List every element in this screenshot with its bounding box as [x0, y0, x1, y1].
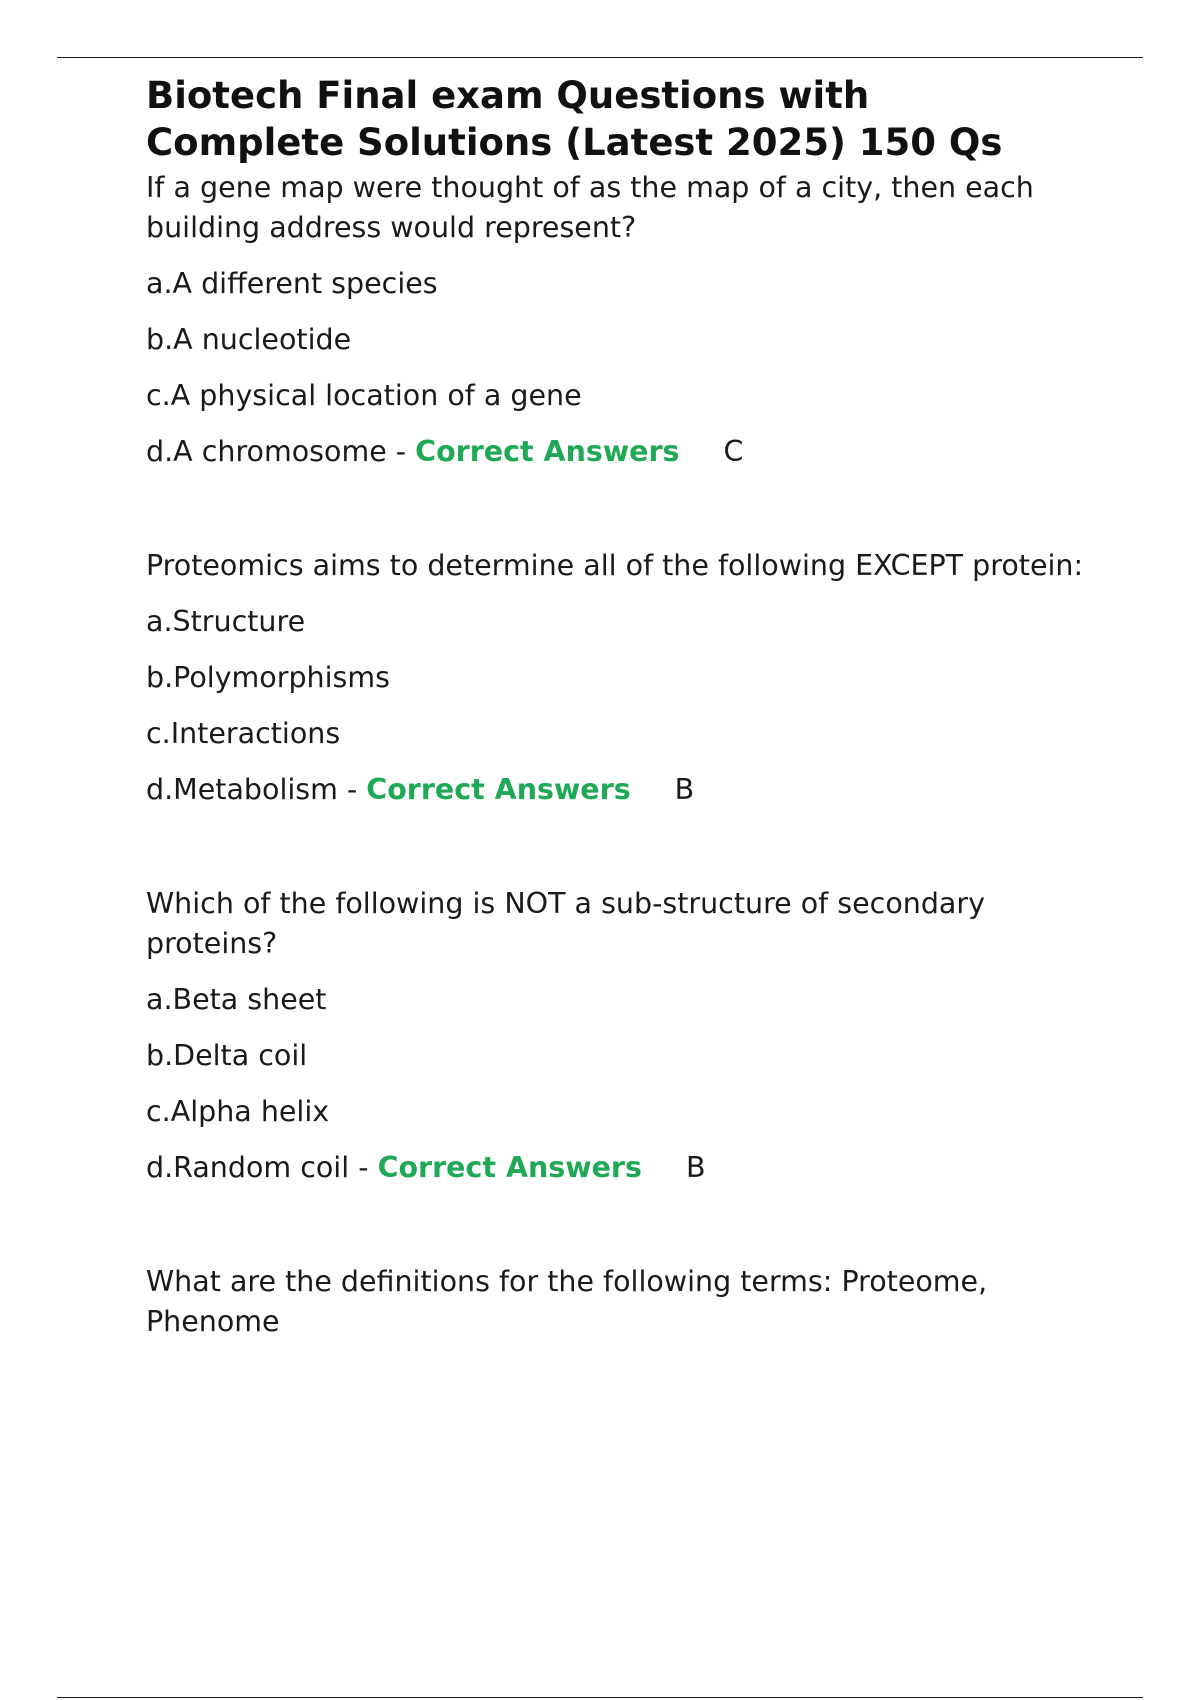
option-c: c.A physical location of a gene: [146, 379, 582, 412]
question-block-1: [146, 168, 1106, 472]
option-c: c.Alpha helix: [146, 1095, 330, 1128]
question-prompt: Which of the following is NOT a sub-structure of secondary proteins?: [146, 887, 985, 960]
option-a: a.Beta sheet: [146, 983, 327, 1016]
correct-answers-label: Correct Answers: [377, 1151, 642, 1184]
answer-letter: B: [685, 1151, 706, 1184]
question-prompt: What are the definitions for the following terms: Proteome, Phenome: [146, 1265, 988, 1338]
answer-letter: B: [674, 773, 695, 806]
question-block-4: [146, 1262, 1106, 1342]
question-block-2: [146, 546, 1106, 810]
title-line-1: Biotech Final exam Questions with: [146, 74, 870, 117]
option-a: a.Structure: [146, 605, 306, 638]
option-b: b.Polymorphisms: [146, 661, 390, 694]
option-a: a.A different species: [146, 267, 438, 300]
option-d-with-answer: [146, 770, 1106, 810]
option-b: b.A nucleotide: [146, 323, 352, 356]
title-line-2: Complete Solutions (Latest 2025) 150 Qs: [146, 121, 1003, 164]
question-prompt: If a gene map were thought of as the map of a city, then each building address would represent?: [146, 171, 1034, 244]
top-rule: [57, 57, 1143, 58]
question-block-3: [146, 884, 1106, 1188]
bottom-rule: [57, 1697, 1143, 1698]
correct-answers-label: Correct Answers: [415, 435, 680, 468]
option-d-with-answer: [146, 432, 1106, 472]
option-d: d.Metabolism -: [146, 773, 367, 806]
option-d: d.A chromosome -: [146, 435, 416, 468]
page-title: [146, 72, 1106, 166]
option-d-with-answer: [146, 1148, 1106, 1188]
correct-answers-label: Correct Answers: [366, 773, 631, 806]
option-c: c.Interactions: [146, 717, 341, 750]
option-d: d.Random coil -: [146, 1151, 378, 1184]
answer-letter: C: [723, 435, 744, 468]
question-prompt: Proteomics aims to determine all of the following EXCEPT protein:: [146, 549, 1084, 582]
option-b: b.Delta coil: [146, 1039, 308, 1072]
document-body: [146, 72, 1106, 1342]
